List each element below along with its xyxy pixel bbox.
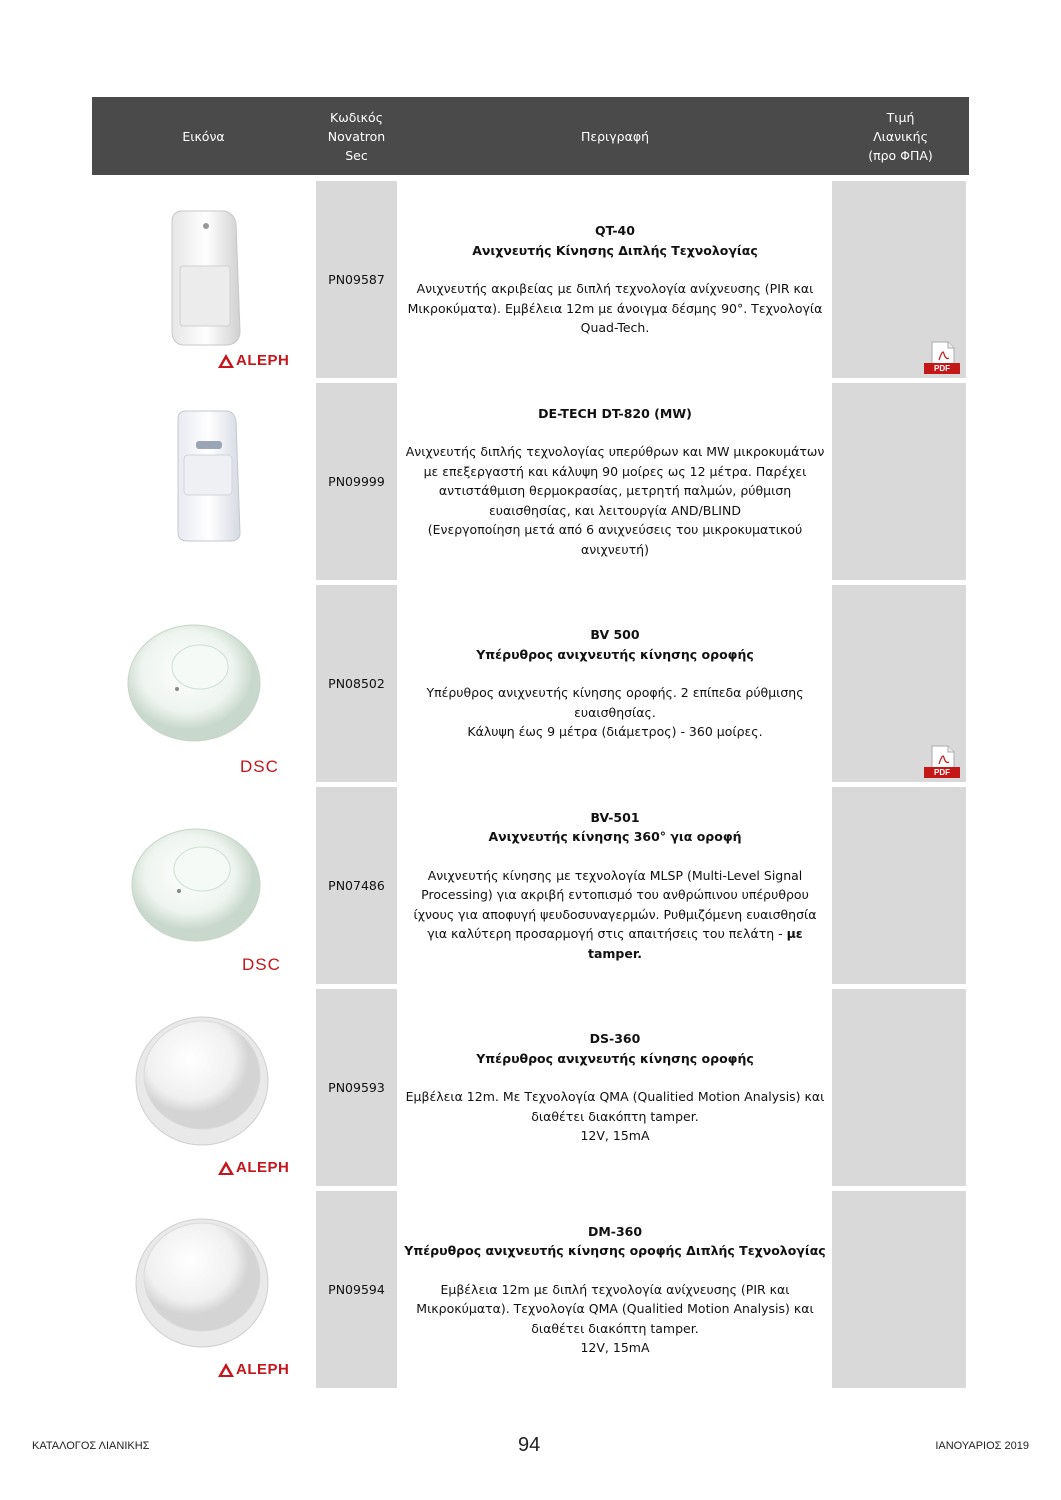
footer-page-number: 94 — [518, 1434, 541, 1456]
pdf-link[interactable] — [924, 744, 960, 778]
header-code: Κωδικός Novatron Sec — [327, 109, 386, 163]
product-text: Εμβέλεια 12m. Με Τεχνολογία QMA (Qualitied Motion Analysis) και διαθέτει διακόπτη tamper. 12V, 15mA — [405, 1089, 825, 1144]
product-model: QT-40 — [595, 223, 635, 239]
table-row — [92, 585, 969, 782]
aleph-triangle-icon — [218, 1161, 234, 1175]
product-description — [398, 383, 832, 580]
dsc-logo: DSC — [242, 955, 281, 974]
product-subtitle: Υπέρυθρος ανιχνευτής κίνησης οροφής Διπλής Τεχνολογίας — [404, 1243, 826, 1258]
pir-detector-image — [122, 181, 315, 378]
table-row — [92, 1191, 969, 1388]
ceiling-detector-image — [122, 1191, 315, 1388]
aleph-logo: ALEPH — [218, 1361, 289, 1378]
header-description: Περιγραφή — [580, 128, 650, 144]
product-description — [398, 181, 832, 378]
aleph-triangle-icon — [218, 1363, 234, 1377]
table-row — [92, 787, 969, 984]
product-price — [832, 585, 966, 782]
product-image-cell — [122, 989, 315, 1186]
table-row — [92, 181, 969, 378]
product-model: DS-360 — [589, 1031, 641, 1047]
aleph-logo: ALEPH — [218, 352, 289, 369]
table-header — [92, 97, 969, 175]
product-image-cell — [122, 787, 315, 984]
product-price — [832, 1191, 966, 1388]
product-image-cell — [122, 1191, 315, 1388]
product-image-cell — [122, 585, 315, 782]
table-row — [92, 989, 969, 1186]
product-text: Εμβέλεια 12m με διπλή τεχνολογία ανίχνευσης (PIR και Μικροκύματα). Τεχνολογία QMA (Qualitied Motion Analysis) και διαθέτει διακόπτη tamper. 12V, 15mA — [416, 1281, 814, 1355]
product-subtitle: Ανιχνευτής Κίνησης Διπλής Τεχνολογίας — [472, 242, 758, 258]
product-code: PN09594 — [316, 1191, 397, 1388]
aleph-triangle-icon — [218, 354, 234, 368]
pir-detector-image — [122, 383, 315, 580]
product-code: PN08502 — [316, 585, 397, 782]
product-subtitle: Ανιχνευτής κίνησης 360° για οροφή — [488, 829, 742, 845]
product-model: BV 500 — [590, 627, 640, 643]
pdf-link[interactable] — [924, 340, 960, 374]
ceiling-detector-image — [122, 989, 315, 1186]
product-price — [832, 989, 966, 1186]
product-price — [832, 383, 966, 580]
product-description — [398, 1191, 832, 1388]
product-price — [832, 181, 966, 378]
product-model: DE-TECH DT-820 (MW) — [538, 405, 692, 421]
product-price — [832, 787, 966, 984]
product-text: Ανιχνευτής ακριβείας με διπλή τεχνολογία ανίχνευσης (PIR και Μικροκύματα). Εμβέλεια 12m με άνοιγμα δέσμης 90°. Τεχνολογία Quad-Tech. — [407, 281, 823, 336]
product-image-cell — [122, 181, 315, 378]
footer-catalog-title: ΚΑΤΑΛΟΓΟΣ ΛΙΑΝΙΚΗΣ — [32, 1440, 150, 1452]
product-model: BV-501 — [590, 809, 640, 825]
ceiling-detector-image — [122, 787, 315, 984]
product-model: DM-360 — [587, 1223, 643, 1239]
header-image: Εικόνα — [182, 128, 225, 144]
product-text: Ανιχνευτής κίνησης με τεχνολογία MLSP (Multi-Level Signal Processing) για ακριβή εντοπισμό του ανθρώπινου υπέρυθρου ίχνους για αποφυγή ψευδοσυναγερμών. Ρυθμιζόμενη ευαισθησία για καλύτερη προσαρμογή στις απαιτήσεις του πελάτη - με tamper. — [413, 867, 817, 961]
product-image-cell — [122, 383, 315, 580]
product-subtitle: Υπέρυθρος ανιχνευτής κίνησης οροφής — [476, 646, 754, 662]
dsc-logo: DSC — [240, 757, 279, 776]
product-code: PN09587 — [316, 181, 397, 378]
product-description — [398, 787, 832, 984]
aleph-logo: ALEPH — [218, 1159, 289, 1176]
product-code: PN09593 — [316, 989, 397, 1186]
table-row — [92, 383, 969, 580]
product-description — [398, 989, 832, 1186]
header-price: Τιμή Λιανικής (προ ΦΠΑ) — [868, 109, 933, 163]
product-description — [398, 585, 832, 782]
pdf-label: PDF — [924, 363, 960, 374]
product-text: Ανιχνευτής διπλής τεχνολογίας υπερύθρων και MW μικροκυμάτων με επεξεργαστή και κάλυψη 90 μοίρες ως 12 μέτρα. Παρέχει αντιστάθμιση θερμοκρασίας, μετρητή παλμών, ρύθμιση ευαισθησίας, και λειτουργία AND/BLIND (Ενεργοποίηση μετά από 6 ανιχνεύσεις του μικροκυματικού ανιχνευτή) — [405, 444, 825, 557]
product-code: PN07486 — [316, 787, 397, 984]
product-subtitle: Υπέρυθρος ανιχνευτής κίνησης οροφής — [476, 1050, 754, 1066]
product-code: PN09999 — [316, 383, 397, 580]
pdf-label: PDF — [924, 767, 960, 778]
product-text-strong: με tamper. — [588, 926, 803, 961]
footer-date: ΙΑΝΟΥΑΡΙΟΣ 2019 — [935, 1440, 1029, 1452]
ceiling-detector-image — [122, 585, 315, 782]
product-text: Υπέρυθρος ανιχνευτής κίνησης οροφής. 2 επίπεδα ρύθμισης ευαισθησίας. Κάλυψη έως 9 μέτρα (διάμετρος) - 360 μοίρες. — [426, 685, 804, 740]
